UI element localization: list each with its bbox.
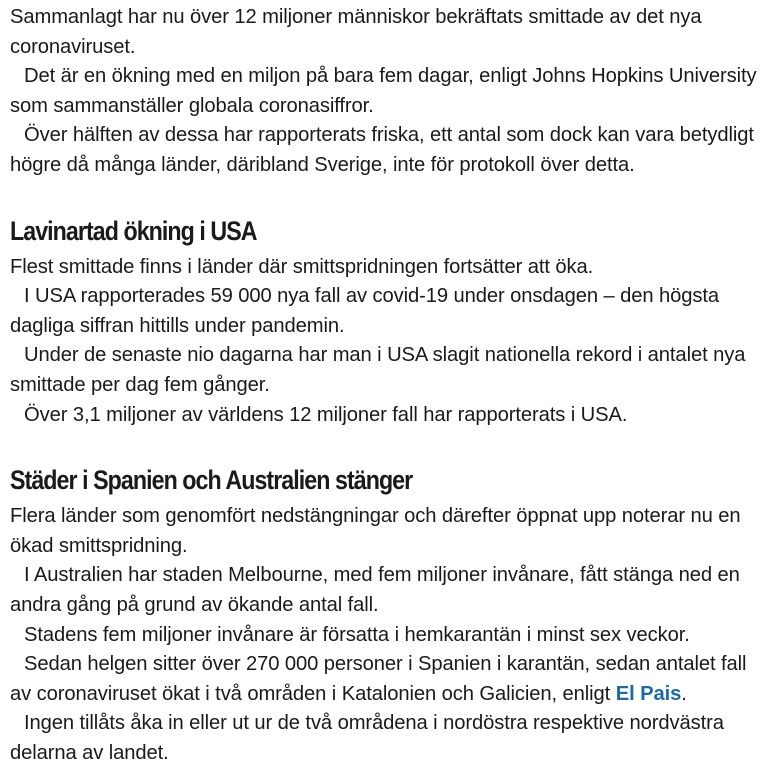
intro-paragraph-1: Sammanlagt har nu över 12 miljoner människor bekräftats smittade av det nya coronaviruset. bbox=[10, 6, 702, 58]
section-heading-usa: Lavinartad ökning i USA bbox=[10, 215, 257, 246]
section-heading-spain-australia: Städer i Spanien och Australien stänger bbox=[10, 465, 413, 496]
section-spacer bbox=[10, 430, 764, 464]
intro-paragraph-3: Över hälften av dessa har rapporterats friska, ett antal som dock kan vara betydligt högre då många länder, däribland Sverige, inte för protokoll över detta. bbox=[10, 124, 754, 176]
section-spacer bbox=[10, 181, 764, 215]
spain-paragraph-2: I Australien har staden Melbourne, med fem miljoner invånare, fått stänga ned en andra gång på grund av ökande antal fall. bbox=[10, 564, 740, 616]
el-pais-link[interactable]: El Pais bbox=[615, 682, 682, 705]
spain-paragraph-4 bbox=[10, 650, 764, 709]
article-body bbox=[0, 3, 764, 768]
spain-paragraph-1: Flera länder som genomfört nedstängningar och därefter öppnat upp noterar nu en ökad smittspridning. bbox=[10, 505, 741, 557]
intro-paragraph-2: Det är en ökning med en miljon på bara fem dagar, enligt Johns Hopkins University som sammanställer globala coronasiffror. bbox=[10, 65, 757, 117]
usa-paragraph-3: Under de senaste nio dagarna har man i USA slagit nationella rekord i antalet nya smittade per dag fem gånger. bbox=[10, 344, 746, 396]
usa-paragraph-2: I USA rapporterades 59 000 nya fall av covid-19 under onsdagen – den högsta dagliga siffran hittills under pandemin. bbox=[10, 285, 720, 337]
usa-paragraph-4: Över 3,1 miljoner av världens 12 miljoner fall har rapporterats i USA. bbox=[24, 403, 628, 426]
spain-paragraph-3: Stadens fem miljoner invånare är försatta i hemkarantän i minst sex veckor. bbox=[24, 623, 690, 646]
spain-paragraph-4-text: Sedan helgen sitter över 270 000 personer i Spanien i karantän, sedan antalet fall av coronaviruset ökat i två områden i Katalonien och Galicien, enligt bbox=[10, 653, 747, 705]
usa-paragraph-1: Flest smittade finns i länder där smittspridningen fortsätter att öka. bbox=[10, 255, 594, 278]
spain-paragraph-4-end: . bbox=[681, 682, 687, 705]
spain-paragraph-5: Ingen tillåts åka in eller ut ur de två områdena i nordöstra respektive nordvästra delarna av landet. bbox=[10, 712, 724, 764]
